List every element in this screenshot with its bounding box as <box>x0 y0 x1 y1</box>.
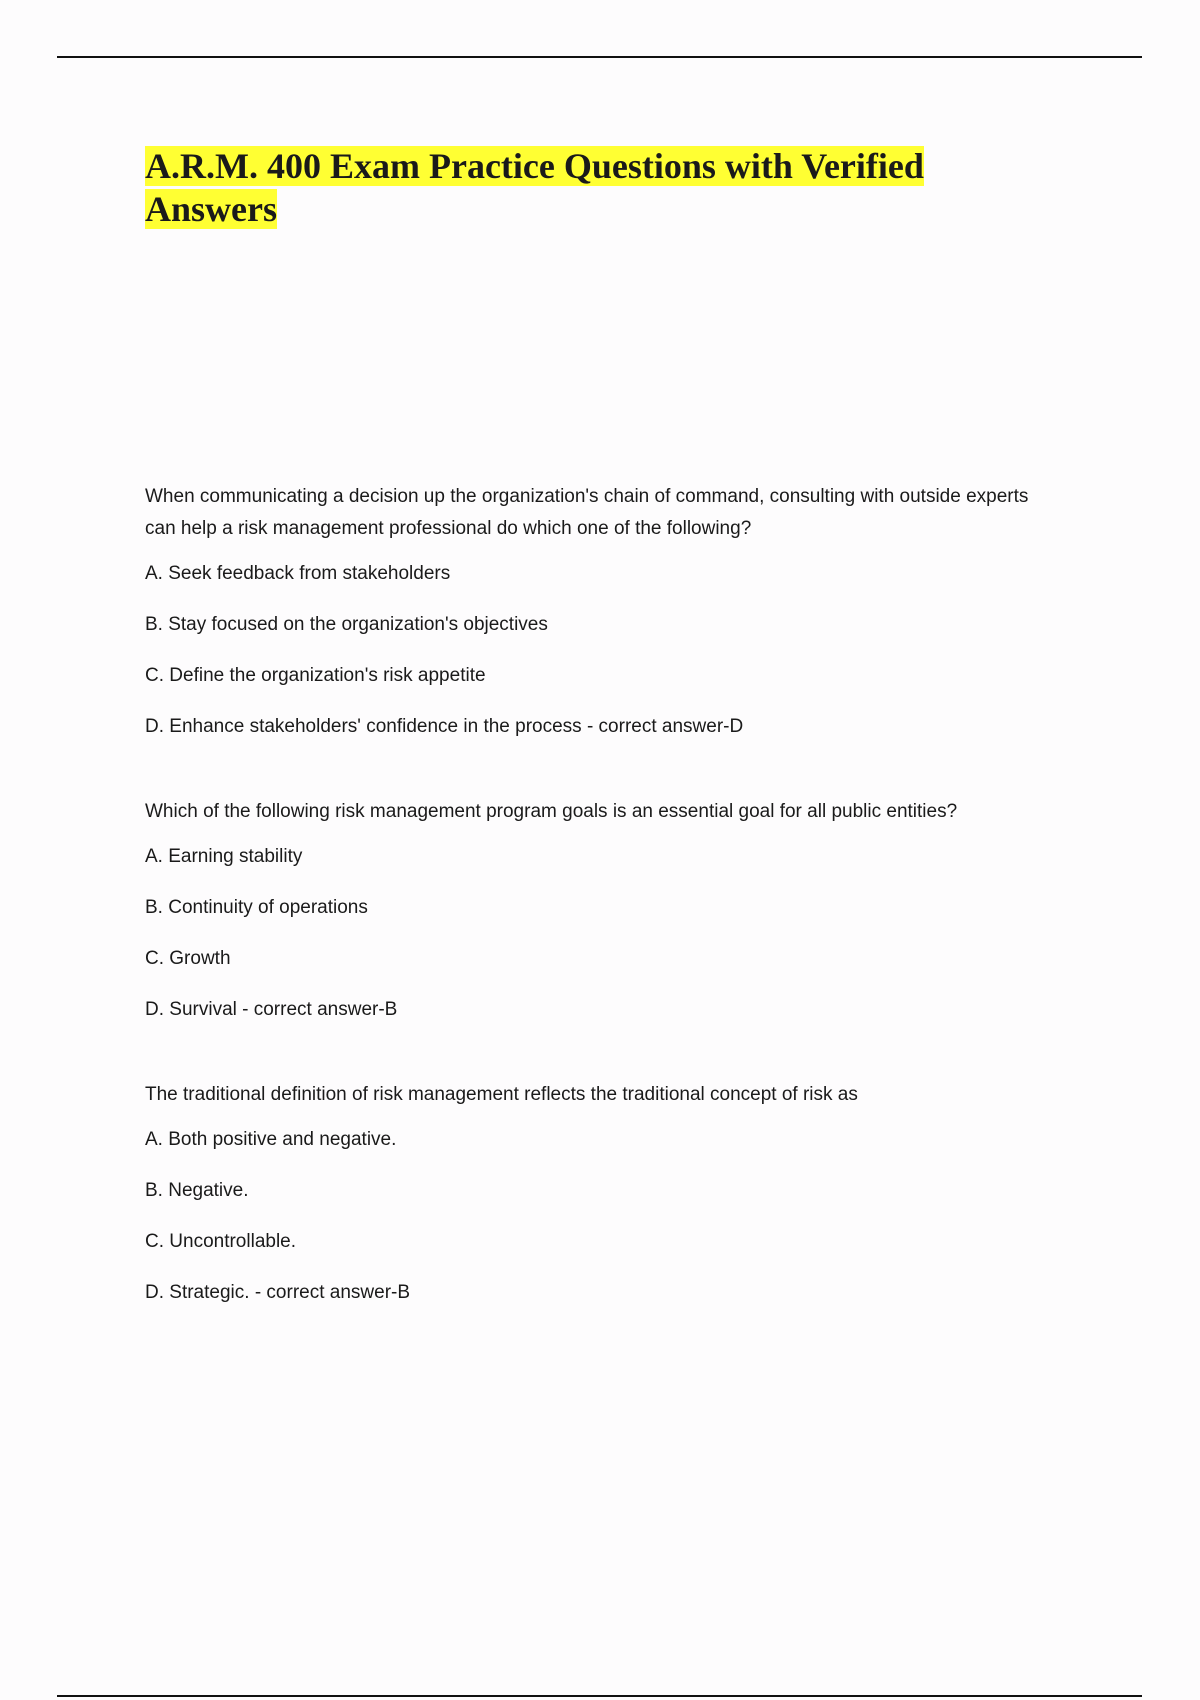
document-body <box>145 145 1065 1362</box>
answer-option: C. Uncontrollable. <box>145 1231 297 1252</box>
answer-option: B. Negative. <box>145 1180 249 1201</box>
bottom-rule <box>57 1695 1142 1697</box>
answer-option: A. Earning stability <box>145 846 303 867</box>
document-title <box>145 145 965 231</box>
question-1 <box>145 481 1065 739</box>
answer-option: C. Growth <box>145 948 231 969</box>
answer-option: A. Seek feedback from stakeholders <box>145 563 451 584</box>
answer-option-with-key: D. Enhance stakeholders' confidence in the process - correct answer-D <box>145 716 744 737</box>
answer-option: B. Stay focused on the organization's objectives <box>145 614 548 635</box>
top-rule <box>57 56 1142 58</box>
question-list <box>145 481 1065 1305</box>
answer-option-with-key: D. Strategic. - correct answer-B <box>145 1282 411 1303</box>
title-highlight: A.R.M. 400 Exam Practice Questions with Verified Answers <box>145 146 924 229</box>
question-stem: When communicating a decision up the organization's chain of command, consulting with outside experts can help a risk management professional do which one of the following? <box>145 486 1029 539</box>
answer-option: B. Continuity of operations <box>145 897 368 918</box>
question-stem: The traditional definition of risk management reflects the traditional concept of risk as <box>145 1084 858 1105</box>
question-3 <box>145 1079 1065 1305</box>
question-stem: Which of the following risk management program goals is an essential goal for all public entities? <box>145 801 958 822</box>
answer-option: C. Define the organization's risk appetite <box>145 665 486 686</box>
question-2 <box>145 796 1065 1022</box>
answer-option-with-key: D. Survival - correct answer-B <box>145 999 398 1020</box>
answer-option: A. Both positive and negative. <box>145 1129 397 1150</box>
